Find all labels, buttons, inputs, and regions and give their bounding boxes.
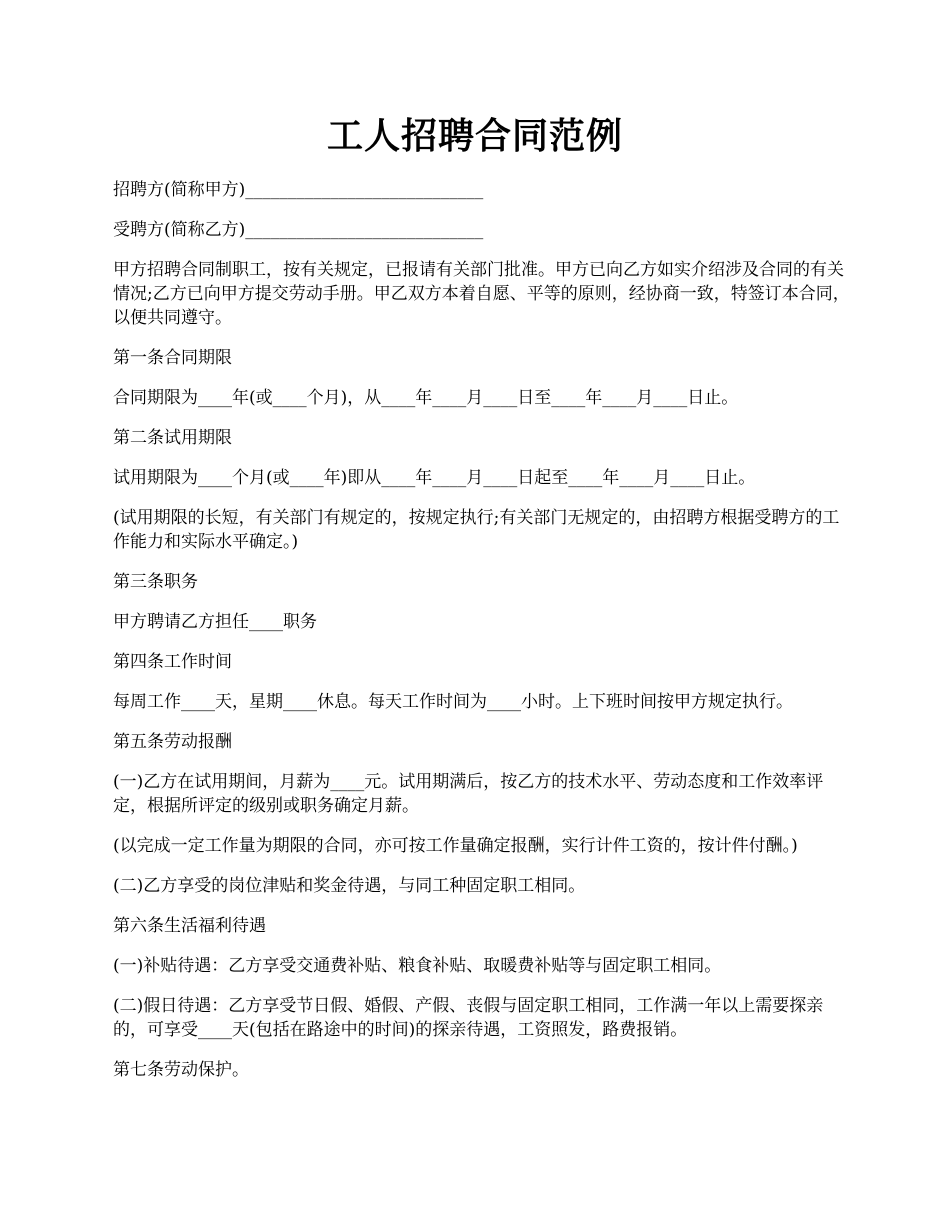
article-5-item-2: (二)乙方享受的岗位津贴和奖金待遇，与同工种固定职工相同。 (113, 876, 586, 896)
article-2-text: 试用期限为____个月(或____年)即从____年____月____日起至____年____月____日止。 (113, 468, 756, 488)
article-1-heading: 第一条合同期限 (113, 348, 232, 368)
article-4-heading: 第四条工作时间 (113, 652, 232, 672)
article-6-item-2: (二)假日待遇：乙方享受节日假、婚假、产假、丧假与固定职工相同，工作满一年以上需要探亲的，可享受____天(包括在路途中的时间)的探亲待遇，工资照发，路费报销。 (113, 996, 824, 1040)
article-5-heading: 第五条劳动报酬 (113, 732, 232, 752)
article-6-heading: 第六条生活福利待遇 (113, 916, 266, 936)
article-7-heading: 第七条劳动保护。 (113, 1060, 249, 1080)
party-a-line: 招聘方(简称甲方)____________________________ (113, 180, 484, 200)
preamble-paragraph: 甲方招聘合同制职工，按有关规定，已报请有关部门批准。甲方已向乙方如实介绍涉及合同的有关情况;乙方已向甲方提交劳动手册。甲乙双方本着自愿、平等的原则，经协商一致，特签订本合同，以便共同遵守。 (113, 260, 850, 328)
article-6-item-1: (一)补贴待遇：乙方享受交通费补贴、粮食补贴、取暖费补贴等与固定职工相同。 (113, 956, 722, 976)
article-5-note: (以完成一定工作量为期限的合同，亦可按工作量确定报酬，实行计件工资的，按计件付酬。) (113, 836, 798, 856)
document-title: 工人招聘合同范例 (326, 115, 623, 157)
article-4-text: 每周工作____天，星期____休息。每天工作时间为____小时。上下班时间按甲方规定执行。 (113, 692, 793, 712)
article-2-heading: 第二条试用期限 (113, 428, 232, 448)
article-2-note: (试用期限的长短，有关部门有规定的，按规定执行;有关部门无规定的，由招聘方根据受聘方的工作能力和实际水平确定。) (113, 508, 840, 552)
article-5-item-1: (一)乙方在试用期间，月薪为____元。试用期满后，按乙方的技术水平、劳动态度和工作效率评定，根据所评定的级别或职务确定月薪。 (113, 772, 824, 816)
article-3-text: 甲方聘请乙方担任____职务 (113, 612, 317, 632)
article-3-heading: 第三条职务 (113, 572, 198, 592)
article-1-text: 合同期限为____年(或____个月)，从____年____月____日至____年____月____日止。 (113, 388, 739, 408)
party-b-line: 受聘方(简称乙方)____________________________ (113, 220, 484, 240)
document-body (113, 178, 853, 1098)
